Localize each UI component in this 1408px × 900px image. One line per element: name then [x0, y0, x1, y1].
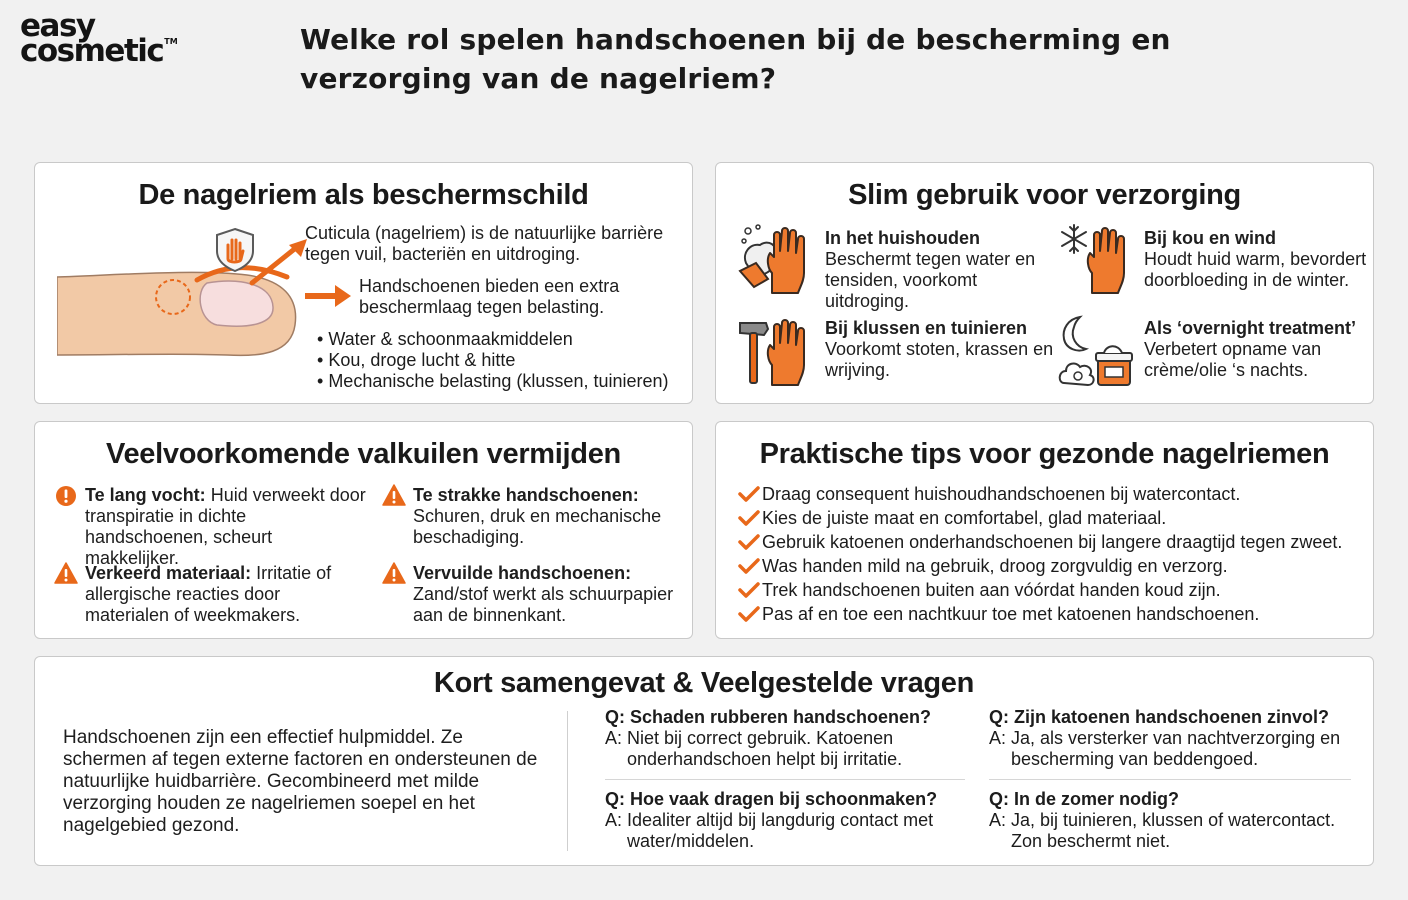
- faq-question: Q: Zijn katoenen handschoenen zinvol?: [989, 707, 1330, 727]
- faq-item: [989, 707, 1349, 770]
- panel-title: Praktische tips voor gezonde nagelriemen: [759, 438, 1330, 470]
- list-item: • Kou, droge lucht & hitte: [317, 350, 669, 371]
- panel-cuticle-shield: [34, 162, 693, 404]
- pitfall-text: Huid verweekt door transpiratie in dichte handschoenen, scheurt makkelijker.: [85, 485, 366, 568]
- pitfall-material: [85, 563, 350, 626]
- checkmark-icon: [738, 534, 762, 550]
- list-item: • Mechanische belasting (klussen, tuinieren): [317, 371, 669, 392]
- cuticle-intro: Cuticula (nagelriem) is de natuurlijke barrière tegen vuil, bacteriën en uitdroging.: [305, 223, 664, 264]
- arrow-right-icon: [305, 285, 351, 307]
- moon-cream-icon: [1058, 313, 1134, 389]
- tip-diy-text: Voorkomt stoten, krassen en wrijving.: [825, 339, 1054, 380]
- tip-text: Pas af en toe een nachtkuur toe met katoenen handschoenen.: [762, 604, 1260, 624]
- tip-text: Gebruik katoenen onderhandschoenen bij langere draagtijd tegen zweet.: [762, 532, 1343, 552]
- list-item: • Water & schoonmaakmiddelen: [317, 329, 669, 350]
- tip-household-head: In het huishouden: [825, 228, 980, 248]
- snowflake-glove-icon: [1058, 223, 1130, 295]
- faq-question: Q: Hoe vaak dragen bij schoonmaken?: [605, 789, 938, 809]
- checkmark-icon: [738, 510, 762, 526]
- checkmark-icon: [738, 582, 762, 598]
- tip-text: Draag consequent huishoudhandschoenen bij watercontact.: [762, 484, 1241, 504]
- pitfall-head: Verkeerd materiaal:: [85, 563, 252, 583]
- summary-text: Handschoenen zijn een effectief hulpmiddel. Ze schermen af tegen externe factoren en ondersteunen de natuurlijke huidbarrière. Gecombineerd met milde verzorging houden ze nagelriemen soepel en het nagelgebied gezond.: [63, 727, 538, 836]
- tip-overnight-head: Als ‘overnight treatment’: [1144, 318, 1357, 338]
- page-title: Welke rol spelen handschoenen bij de bescherming en verzorging van de nagelriem?: [300, 23, 1171, 95]
- panel-title: Slim gebruik voor verzorging: [848, 179, 1241, 211]
- divider: [989, 779, 1351, 780]
- panel-smart-use: [715, 162, 1374, 404]
- faq-answer: A: Ja, bij tuinieren, klussen of watercontact. Zon beschermt niet.: [989, 810, 1336, 851]
- pitfall-head: Te strakke handschoenen:: [413, 485, 639, 505]
- list-item: [738, 602, 1342, 626]
- tips-list: [738, 482, 1342, 626]
- list-item: [738, 506, 1342, 530]
- panel-title: De nagelriem als beschermschild: [138, 179, 589, 211]
- tip-text: Kies de juiste maat en comfortabel, glad materiaal.: [762, 508, 1167, 528]
- faq-answer: A: Niet bij correct gebruik. Katoenen onderhandschoen helpt bij irritatie.: [605, 728, 903, 769]
- gloves-extra-layer: Handschoenen bieden een extra beschermlaag tegen belasting.: [359, 276, 620, 317]
- brand-logo: [20, 8, 180, 70]
- cleaning-glove-icon: [738, 223, 810, 295]
- pitfall-head: Te lang vocht:: [85, 485, 206, 505]
- warning-triangle-icon: [382, 562, 406, 584]
- divider: [605, 779, 965, 780]
- checkmark-icon: [738, 606, 762, 622]
- tip-cold-head: Bij kou en wind: [1144, 228, 1277, 248]
- pitfall-dirty: [413, 563, 678, 626]
- pitfall-tight: [413, 485, 678, 548]
- logo-line-2: cosmetic: [20, 33, 164, 70]
- tip-cold-text: Houdt huid warm, bevordert doorbloeding in de winter.: [1144, 249, 1367, 290]
- checkmark-icon: [738, 486, 762, 502]
- tip-diy-head: Bij klussen en tuinieren: [825, 318, 1028, 338]
- tip-cold: [1144, 228, 1369, 291]
- tip-overnight: [1144, 318, 1369, 381]
- list-item: [738, 482, 1342, 506]
- pitfall-text: Zand/stof werkt als schuurpapier aan de binnenkant.: [413, 584, 674, 625]
- logo-trademark: TM: [164, 37, 178, 47]
- warning-triangle-icon: [382, 484, 406, 506]
- list-item: [738, 578, 1342, 602]
- faq-item: [605, 707, 965, 770]
- finger-nail-icon: [57, 225, 307, 365]
- faq-item: [989, 789, 1349, 852]
- tip-text: Was handen mild na gebruik, droog zorgvuldig en verzorg.: [762, 556, 1228, 576]
- pitfall-text: Schuren, druk en mechanische beschadiging.: [413, 506, 662, 547]
- panel-title: Kort samengevat & Veelgestelde vragen: [433, 667, 975, 699]
- panel-summary-faq: [34, 656, 1374, 866]
- tip-diy: [825, 318, 1055, 381]
- pitfall-head: Vervuilde handschoenen:: [413, 563, 632, 583]
- tip-household: [825, 228, 1065, 312]
- faq-answer: A: Ja, als versterker van nachtverzorging en bescherming van beddengoed.: [989, 728, 1341, 769]
- tip-text: Trek handschoenen buiten aan vóórdat handen koud zijn.: [762, 580, 1221, 600]
- checkmark-icon: [738, 558, 762, 574]
- list-item: [738, 530, 1342, 554]
- faq-question: Q: In de zomer nodig?: [989, 789, 1179, 809]
- tip-overnight-text: Verbetert opname van crème/olie ‘s nachts.: [1144, 339, 1322, 380]
- divider: [567, 711, 568, 851]
- warning-triangle-icon: [54, 562, 78, 584]
- pitfall-moisture: [85, 485, 370, 569]
- warning-circle-icon: [55, 485, 77, 507]
- panel-practical-tips: [715, 421, 1374, 639]
- risk-bullet-list: [317, 329, 669, 392]
- faq-item: [605, 789, 965, 852]
- panel-title: Veelvoorkomende valkuilen vermijden: [106, 438, 621, 470]
- faq-question: Q: Schaden rubberen handschoenen?: [605, 707, 932, 727]
- tip-household-text: Beschermt tegen water en tensiden, voorkomt uitdroging.: [825, 249, 1036, 311]
- pitfall-text: Irritatie of allergische reacties door materialen of weekmakers.: [85, 563, 332, 625]
- hammer-glove-icon: [738, 315, 810, 387]
- panel-pitfalls: [34, 421, 693, 639]
- list-item: [738, 554, 1342, 578]
- logo-line-1: easy: [20, 8, 95, 44]
- faq-answer: A: Idealiter altijd bij langdurig contact met water/middelen.: [605, 810, 934, 851]
